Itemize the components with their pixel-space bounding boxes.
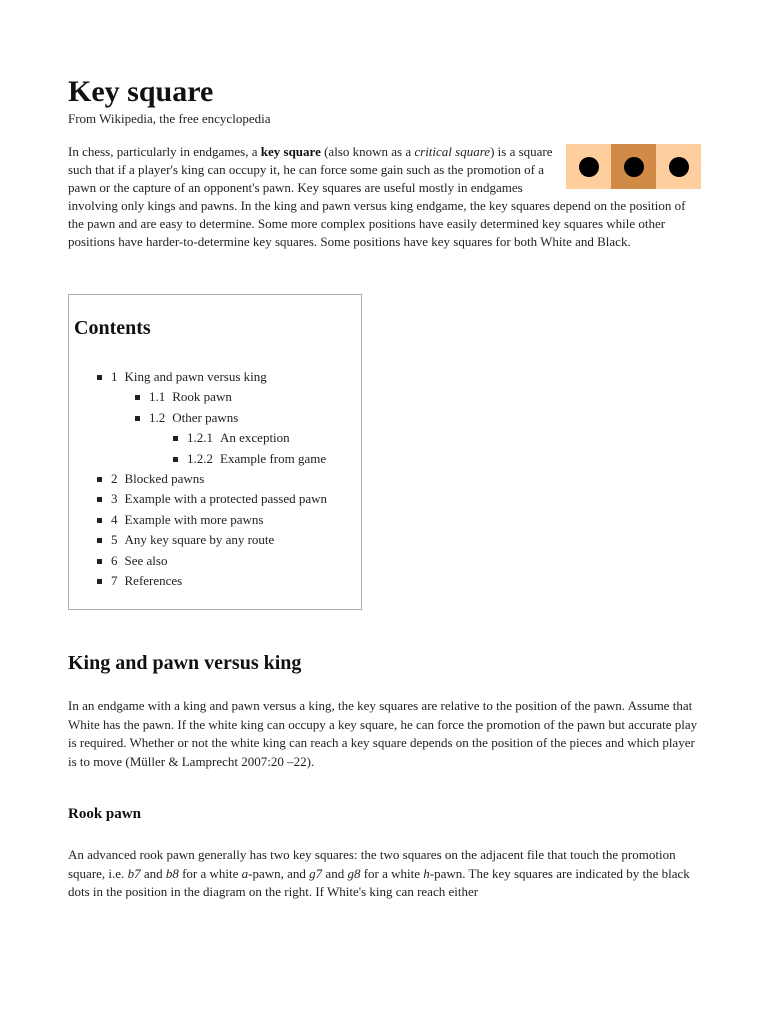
key-square-dot-icon bbox=[669, 157, 689, 177]
toc-item[interactable] bbox=[111, 571, 327, 591]
toc-item[interactable] bbox=[111, 530, 327, 550]
toc-item[interactable] bbox=[111, 510, 327, 530]
intro-italic-term[interactable]: critical square bbox=[414, 144, 491, 159]
toc-item-number: 6 bbox=[111, 552, 118, 568]
key-square-dot-icon bbox=[624, 157, 644, 177]
page-subtitle: From Wikipedia, the free encyclopedia bbox=[68, 111, 271, 126]
board-square bbox=[611, 144, 656, 189]
toc-item-label: Example with more pawns bbox=[124, 511, 264, 527]
section-heading: King and pawn versus king bbox=[68, 652, 302, 674]
board-square bbox=[566, 144, 611, 189]
toc-list bbox=[69, 367, 327, 591]
toc-item-label: References bbox=[124, 573, 183, 589]
toc-item-number: 1.1 bbox=[149, 389, 166, 405]
toc-item-label: Example with a protected passed pawn bbox=[124, 491, 328, 507]
page-title: Key square bbox=[68, 75, 214, 108]
toc-item[interactable] bbox=[111, 551, 327, 571]
toc-item-label: Blocked pawns bbox=[124, 471, 205, 487]
toc-item-number: 2 bbox=[111, 471, 118, 487]
toc-title: Contents bbox=[74, 317, 151, 339]
toc-item[interactable] bbox=[149, 387, 327, 407]
toc-item-number: 4 bbox=[111, 511, 118, 527]
section-paragraph: In an endgame with a king and pawn versus a king, the key squares are relative to the position of the pawn. Assume that White has the pawn. If the white king can occupy a key square, he can force the promotion of the pawn but accurate play is required. Whether or not the white king can reach a key square depends on the position of the pieces and which player is to move (Müller & Lamprecht 2007:20 –22). bbox=[68, 698, 698, 769]
intro-text: ) is a square such that if a player's king can occupy it, he can force some gain such as the promotion of a pawn or the capture of an opponent's pawn. Key squares are useful mostly in endgames involving only kings and pawns. In the king and pawn versus king endgame, the key squares depend on the position of the pawn and are easy to determine. Some more complex positions have easily determined key squares while other positions have harder-to-determine key squares. Some positions have key squares for both White and Black. bbox=[68, 144, 686, 249]
toc-item[interactable] bbox=[111, 469, 327, 489]
toc-item[interactable] bbox=[187, 428, 327, 448]
key-square-dot-icon bbox=[579, 157, 599, 177]
intro-bold-term: key square bbox=[260, 144, 321, 159]
toc-item-label: See also bbox=[124, 552, 168, 568]
toc-item-number: 5 bbox=[111, 532, 118, 548]
toc-item-label: An exception bbox=[220, 430, 290, 446]
toc-item-label: Rook pawn bbox=[172, 389, 232, 405]
toc-item[interactable] bbox=[149, 408, 327, 428]
subsection-paragraph: An advanced rook pawn generally has two key squares: the two squares on the adjacent file that touch the promotion square, i.e. b7 and b8 for a white a-pawn, and g7 and g8 for a white h-pawn. The key squares are indicated by the black dots in the position in the diagram on the right. If White's king can reach either bbox=[68, 847, 690, 899]
toc-item-label: Any key square by any route bbox=[124, 532, 275, 548]
toc-item-label: Other pawns bbox=[172, 409, 239, 425]
toc-item-number: 1.2.2 bbox=[187, 450, 213, 466]
intro-text: In chess, particularly in endgames, a bbox=[68, 144, 261, 159]
toc-item-number: 1 bbox=[111, 369, 118, 384]
board-square bbox=[656, 144, 701, 189]
key-squares-diagram bbox=[566, 144, 702, 192]
subsection-heading: Rook pawn bbox=[68, 806, 141, 822]
toc-item-number: 7 bbox=[111, 573, 118, 589]
toc-item[interactable] bbox=[111, 367, 327, 387]
toc-item-number: 1.2.1 bbox=[187, 430, 213, 446]
toc-item-label: Example from game bbox=[220, 450, 327, 466]
toc-item-number: 1.2 bbox=[149, 409, 166, 425]
toc-item-label: King and pawn versus king bbox=[124, 369, 267, 384]
table-of-contents bbox=[68, 294, 362, 610]
intro-text: (also known as a bbox=[320, 144, 415, 159]
toc-item-number: 3 bbox=[111, 491, 118, 507]
toc-item[interactable] bbox=[187, 449, 327, 469]
intro-paragraph bbox=[68, 143, 700, 251]
toc-item[interactable] bbox=[111, 489, 327, 509]
